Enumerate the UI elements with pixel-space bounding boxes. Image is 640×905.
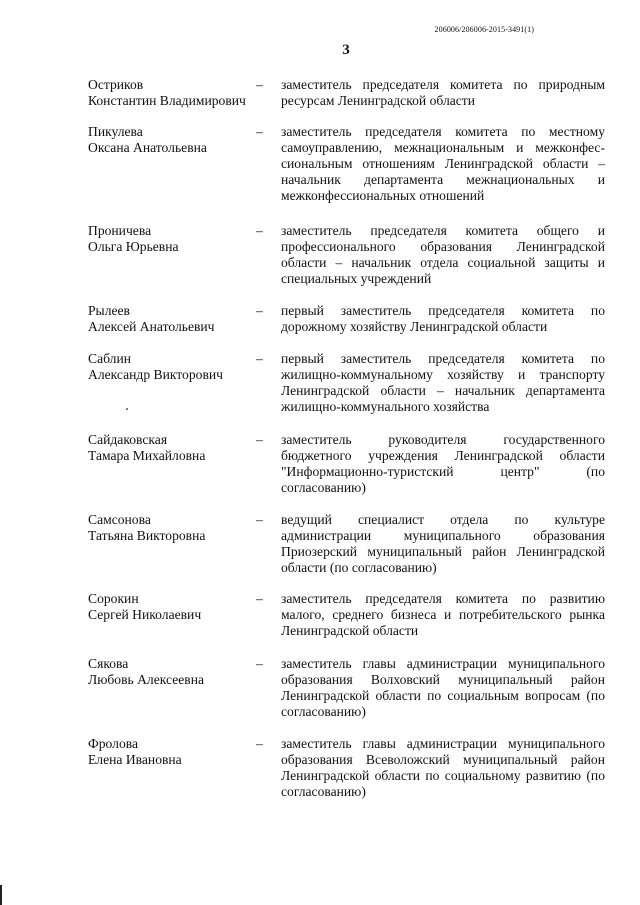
- person-name: [88, 124, 258, 156]
- person-surname: Пикулева: [88, 124, 143, 139]
- person-name: [88, 303, 258, 335]
- person-name: [88, 432, 258, 464]
- person-name: [88, 223, 258, 255]
- person-given-name: Александр Викторович: [88, 367, 223, 382]
- person-name: [88, 351, 258, 383]
- scan-edge-mark: [0, 885, 2, 905]
- person-given-name: Сергей Николаевич: [88, 607, 202, 622]
- person-position: заместитель главы администрации муниципального образования Всеволожский муниципальный район Ленинградской области по социальному развитию (по согласованию): [281, 736, 605, 799]
- person-given-name: Оксана Анатольевна: [88, 140, 207, 155]
- person-position: заместитель председателя комитета по местному самоуправлению, межнациональным и межконфессиональным отношениям Ленинградской области – начальник департамента межнациональных и межконфессиональных отношений: [281, 124, 605, 203]
- person-given-name: Любовь Алексеевна: [88, 672, 204, 687]
- person-surname: Самсонова: [88, 512, 151, 527]
- person-given-name: Тамара Михайловна: [88, 448, 206, 463]
- person-surname: Фролова: [88, 736, 139, 751]
- dash-separator: –: [256, 432, 263, 447]
- person-position: заместитель главы администрации муниципального образования Волховский муниципальный район Ленинградской области по социальным вопросам (по согласованию): [281, 656, 605, 719]
- person-surname: Саблин: [88, 351, 132, 366]
- dash-separator: –: [256, 512, 263, 527]
- person-position: заместитель председателя комитета по природным ресурсам Ленинградской области: [281, 77, 605, 108]
- person-name: [88, 736, 258, 768]
- person-surname: Сорокин: [88, 591, 139, 606]
- dash-separator: –: [256, 223, 263, 238]
- person-position: ведущий специалист отдела по культуре администрации муниципального образования Приозерский муниципальный район Ленинградской области (по согласованию): [281, 512, 605, 575]
- person-position: заместитель председателя комитета общего и профессионального образования Ленинградской области – начальник отдела социальной защиты и специальных учреждений: [281, 223, 605, 286]
- person-position: первый заместитель председателя комитета по дорожному хозяйству Ленинградской области: [281, 303, 605, 334]
- person-surname: Остриков: [88, 77, 144, 92]
- person-given-name: Ольга Юрьевна: [88, 239, 179, 254]
- person-surname: Сякова: [88, 656, 129, 671]
- person-given-name: Алексей Анатольевич: [88, 319, 215, 334]
- person-surname: Проничева: [88, 223, 152, 238]
- dash-separator: –: [256, 77, 263, 92]
- dash-separator: –: [256, 591, 263, 606]
- dash-separator: –: [256, 351, 263, 366]
- document-id: 206006/206006-2015-3491(1): [434, 25, 534, 34]
- person-position: первый заместитель председателя комитета по жилищно-коммунальному хозяйству и транспорту Ленинградской области – начальник департамента жилищно-коммунального хозяйства: [281, 351, 605, 414]
- dash-separator: –: [256, 656, 263, 671]
- person-name: [88, 77, 258, 109]
- dash-separator: –: [256, 736, 263, 751]
- scan-speck: [126, 408, 128, 410]
- person-given-name: Татьяна Викторовна: [88, 528, 206, 543]
- page-number: 3: [342, 42, 350, 58]
- person-surname: Сайдаковская: [88, 432, 168, 447]
- dash-separator: –: [256, 124, 263, 139]
- person-name: [88, 512, 258, 544]
- person-position: заместитель руководителя государственного бюджетного учреждения Ленинградской области "Информационно-туристский центр" (по согласованию): [281, 432, 605, 495]
- person-surname: Рылеев: [88, 303, 130, 318]
- person-position: заместитель председателя комитета по развитию малого, среднего бизнеса и потребительского рынка Ленинградской области: [281, 591, 605, 638]
- person-given-name: Константин Владимирович: [88, 93, 246, 108]
- dash-separator: –: [256, 303, 263, 318]
- person-name: [88, 656, 258, 688]
- person-given-name: Елена Ивановна: [88, 752, 182, 767]
- person-name: [88, 591, 258, 623]
